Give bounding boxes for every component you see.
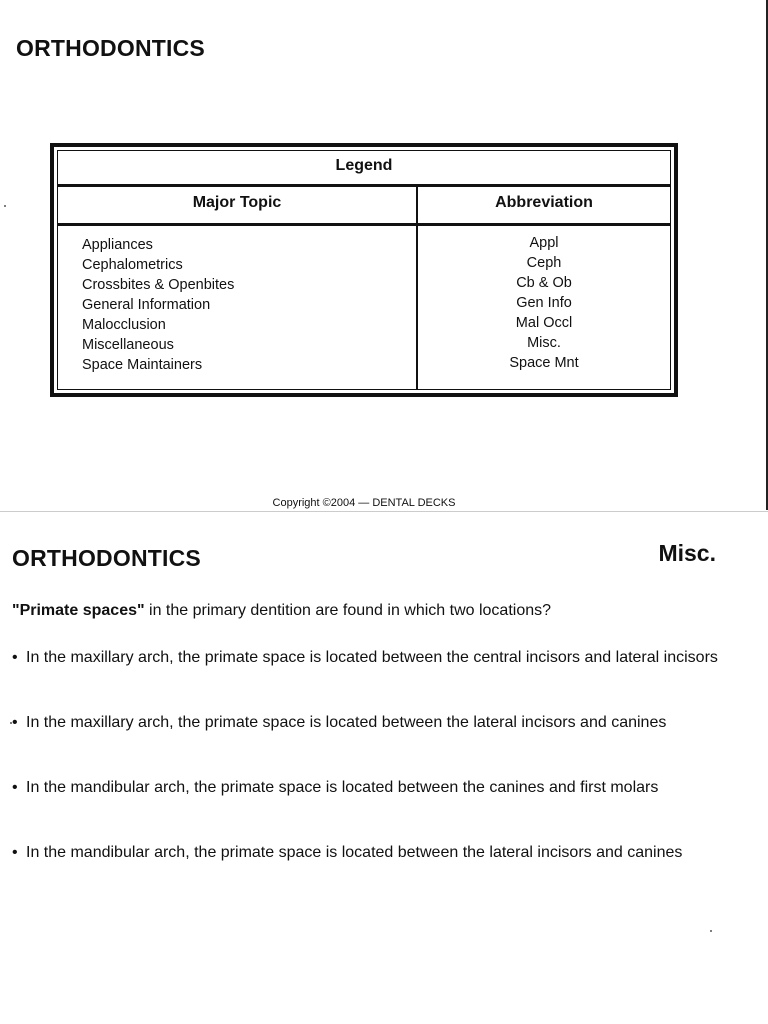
topic-item: General Information	[82, 297, 211, 313]
topic-item: Appliances	[82, 237, 153, 253]
bullet-icon: •	[12, 714, 18, 731]
answer-text: In the mandibular arch, the primate space is located between the lateral incisors and canines	[26, 844, 683, 861]
column-header-abbreviation: Abbreviation	[495, 194, 593, 211]
abbreviation-item: Gen Info	[516, 295, 572, 311]
topic-item: Crossbites & Openbites	[82, 277, 235, 293]
topic-item: Malocclusion	[82, 317, 166, 333]
answer-item	[12, 710, 720, 760]
copyright-text: Copyright ©2004 — DENTAL DECKS	[272, 497, 456, 509]
category-label: Misc.	[658, 540, 716, 566]
question-text	[12, 602, 728, 620]
bullet-icon: •	[12, 844, 18, 861]
abbreviation-list	[418, 233, 670, 373]
legend-card-heading: ORTHODONTICS	[16, 35, 205, 61]
question-term: "Primate spaces"	[12, 602, 145, 619]
topic-item: Miscellaneous	[82, 337, 174, 353]
legend-title: Legend	[58, 151, 670, 187]
answer-text: In the maxillary arch, the primate space is located between the lateral incisors and canines	[26, 714, 667, 731]
legend-table	[50, 143, 678, 397]
answer-item	[12, 775, 720, 825]
answer-list	[12, 645, 720, 905]
question-card	[0, 512, 768, 1024]
abbreviation-item: Misc.	[527, 335, 561, 351]
bullet-icon: •	[12, 649, 18, 666]
scan-speck	[10, 722, 12, 724]
abbreviation-item: Cb & Ob	[516, 275, 572, 291]
abbreviation-item: Mal Occl	[515, 315, 573, 331]
abbreviation-item: Space Mnt	[509, 355, 579, 371]
answer-text: In the maxillary arch, the primate space is located between the central incisors and lateral incisors	[26, 649, 718, 666]
answer-item	[12, 645, 720, 695]
answer-text: In the mandibular arch, the primate space is located between the canines and first molars	[26, 779, 659, 796]
scan-speck	[4, 205, 6, 207]
topic-item: Cephalometrics	[82, 257, 183, 273]
question-card-heading: ORTHODONTICS	[12, 545, 201, 571]
topic-item: Space Maintainers	[82, 357, 203, 373]
legend-table-inner	[57, 150, 671, 390]
abbreviation-item: Ceph	[526, 255, 562, 271]
abbreviation-item: Appl	[529, 235, 559, 251]
scan-speck	[710, 930, 712, 932]
bullet-icon: •	[12, 779, 18, 796]
column-header-major-topic: Major Topic	[192, 194, 282, 211]
topic-list	[82, 235, 234, 375]
answer-item	[12, 840, 720, 890]
header-rule	[58, 223, 670, 226]
question-rest: in the primary dentition are found in which two locations?	[144, 602, 552, 619]
